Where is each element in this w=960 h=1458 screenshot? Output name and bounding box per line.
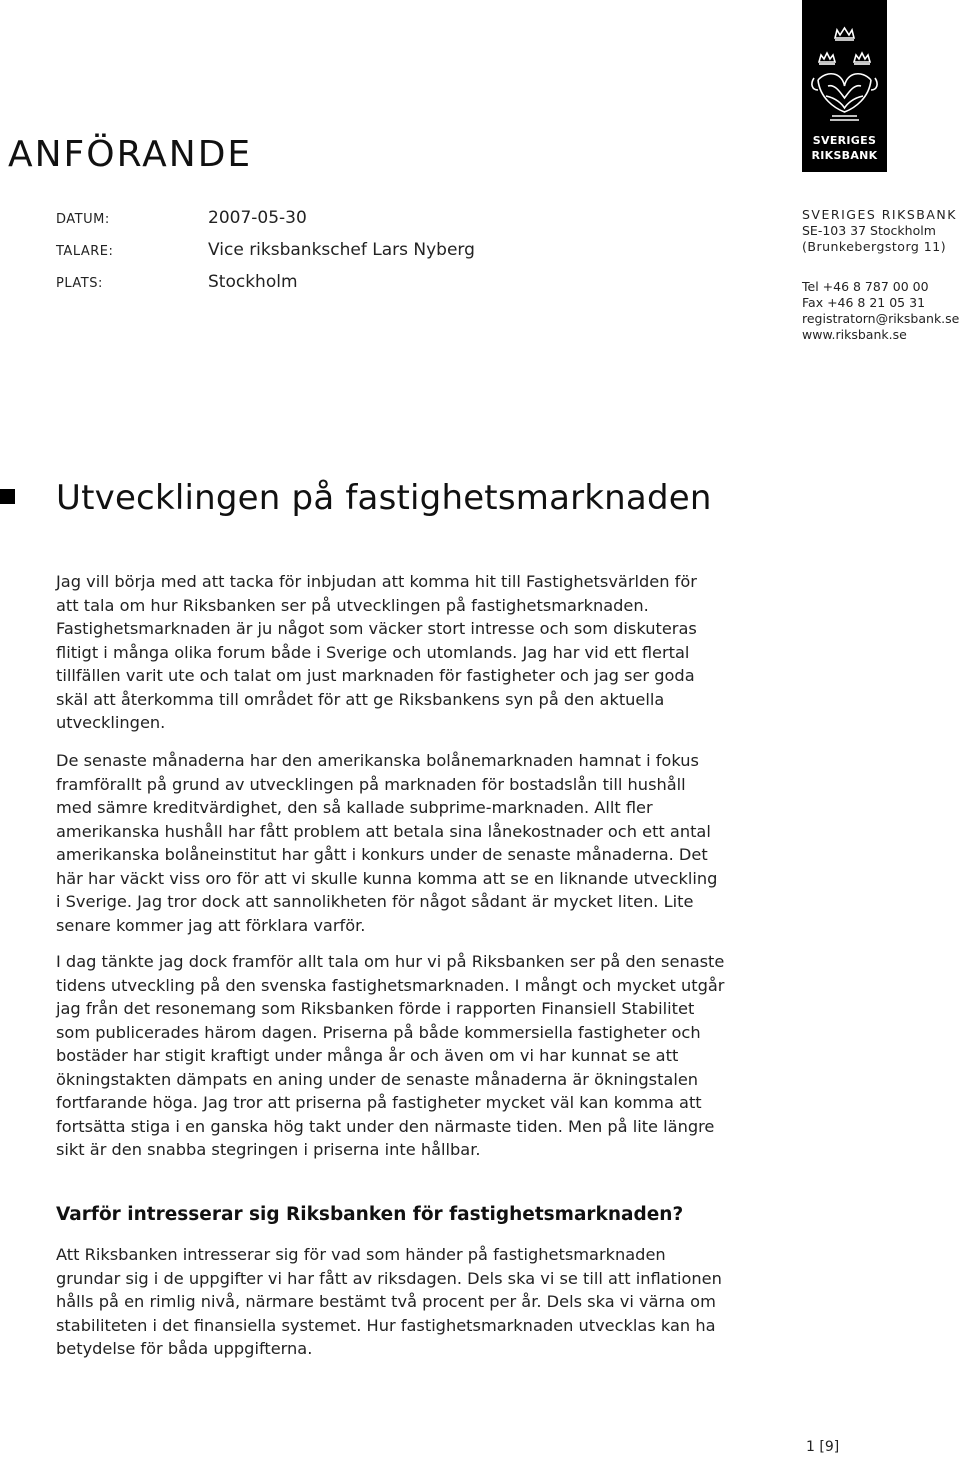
text-line: utvecklingen. [56, 713, 166, 732]
place-label: PLATS: [56, 276, 103, 291]
text-line: i Sverige. Jag tror dock att sannolikheten för något sådant är mycket liten. Lite [56, 892, 694, 911]
paragraph-3 [56, 950, 756, 1162]
speaker-value: Vice riksbankschef Lars Nyberg [208, 240, 475, 260]
text-line: De senaste månaderna har den amerikanska bolånemarknaden hamnat i fokus [56, 751, 699, 770]
text-line: betydelse för båda uppgifterna. [56, 1339, 313, 1358]
text-line: amerikanska hushåll har fått problem att betala sina lånekostnader och ett antal [56, 821, 711, 841]
text-line: tillfällen varit ute och talat om just marknaden för fastigheter och jag ser goda [56, 666, 695, 685]
text-line: Att Riksbanken intresserar sig för vad som händer på fastighetsmarknaden [56, 1245, 666, 1264]
section-heading: Varför intresserar sig Riksbanken för fastighetsmarknaden? [56, 1204, 684, 1225]
document-type: ANFÖRANDE [8, 134, 253, 175]
place-value: Stockholm [208, 272, 298, 292]
text-line: att tala om hur Riksbanken ser på utvecklingen på fastighetsmarknaden. [56, 595, 649, 615]
text-line: ökningstakten dämpats en aning under de senaste månaderna är ökningstalen [56, 1069, 699, 1089]
page-number: 1 [9] [806, 1439, 840, 1455]
logo-line1: SVERIGES [812, 134, 877, 147]
address-fax: Fax +46 8 21 05 31 [802, 295, 926, 310]
text-line: stabiliteten i det finansiella systemet. Hur fastighetsmarknaden utvecklas kan ha [56, 1315, 716, 1335]
paragraph-1 [56, 570, 756, 735]
date-label: DATUM: [56, 212, 110, 227]
section-paragraph [56, 1243, 756, 1361]
text-line: grundar sig i de uppgifter vi har fått av riksdagen. Dels ska vi se till att inflationen [56, 1268, 722, 1288]
text-line: fortsätta stiga i en ganska hög takt under den närmaste tiden. Men på lite längre [56, 1116, 715, 1136]
text-line: sikt är den snabba stegringen i priserna inte hållbar. [56, 1140, 481, 1159]
text-line: här har väckt viss oro för att vi skulle kunna komma att se en liknande utveckling [56, 868, 718, 888]
speech-title: Utvecklingen på fastighetsmarknaden [56, 478, 712, 518]
text-line: senare kommer jag att förklara varför. [56, 915, 366, 935]
text-line: jag från det resonemang som Riksbanken förde i rapporten Finansiell Stabilitet [56, 999, 695, 1018]
text-line: Fastighetsmarknaden är ju något som väcker stort intresse och som diskuteras [56, 619, 697, 638]
text-line: med sämre kreditvärdighet, den så kallade subprime-marknaden. Allt fler [56, 798, 653, 817]
title-bullet [0, 489, 15, 504]
riksbank-logo [802, 0, 887, 172]
text-line: skäl att återkomma till området för att ge Riksbankens syn på den aktuella [56, 689, 665, 709]
text-line: amerikanska bolåneinstitut har gått i konkurs under de senaste månaderna. Det [56, 845, 708, 864]
text-line: flitigt i många olika forum både i Sverige och utomlands. Jag har vid ett flertal [56, 642, 690, 662]
text-line: I dag tänkte jag dock framför allt tala om hur vi på Riksbanken ser på den senaste [56, 952, 725, 971]
date-value: 2007-05-30 [208, 208, 307, 228]
address-website[interactable]: www.riksbank.se [802, 327, 907, 342]
paragraph-2 [56, 749, 756, 937]
address-visiting: (Brunkebergstorg 11) [802, 239, 947, 254]
text-line: tidens utveckling på den svenska fastighetsmarknaden. I mångt och mycket utgår [56, 975, 725, 995]
text-line: som publicerades härom dagen. Priserna på både kommersiella fastigheter och [56, 1022, 701, 1042]
logo-line2: RIKSBANK [811, 149, 878, 162]
speaker-label: TALARE: [56, 244, 114, 259]
text-line: fortfarande höga. Jag tror att priserna på fastigheter mycket väl kan komma att [56, 1093, 702, 1112]
crest-icon [802, 0, 887, 140]
text-line: hålls på en rimlig nivå, närmare bestämt två procent per år. Dels ska vi värna om [56, 1292, 716, 1311]
address-organization: SVERIGES RIKSBANK [802, 207, 957, 222]
address-phone: Tel +46 8 787 00 00 [802, 279, 929, 294]
address-street: SE-103 37 Stockholm [802, 223, 936, 238]
text-line: framförallt på grund av utvecklingen på marknaden för bostadslån till hushåll [56, 774, 686, 794]
text-line: Jag vill börja med att tacka för inbjudan att komma hit till Fastighetsvärlden för [56, 572, 697, 591]
text-line: bostäder har stigit kraftigt under många år och även om vi har kunnat se att [56, 1046, 679, 1065]
address-email[interactable]: registratorn@riksbank.se [802, 311, 960, 326]
